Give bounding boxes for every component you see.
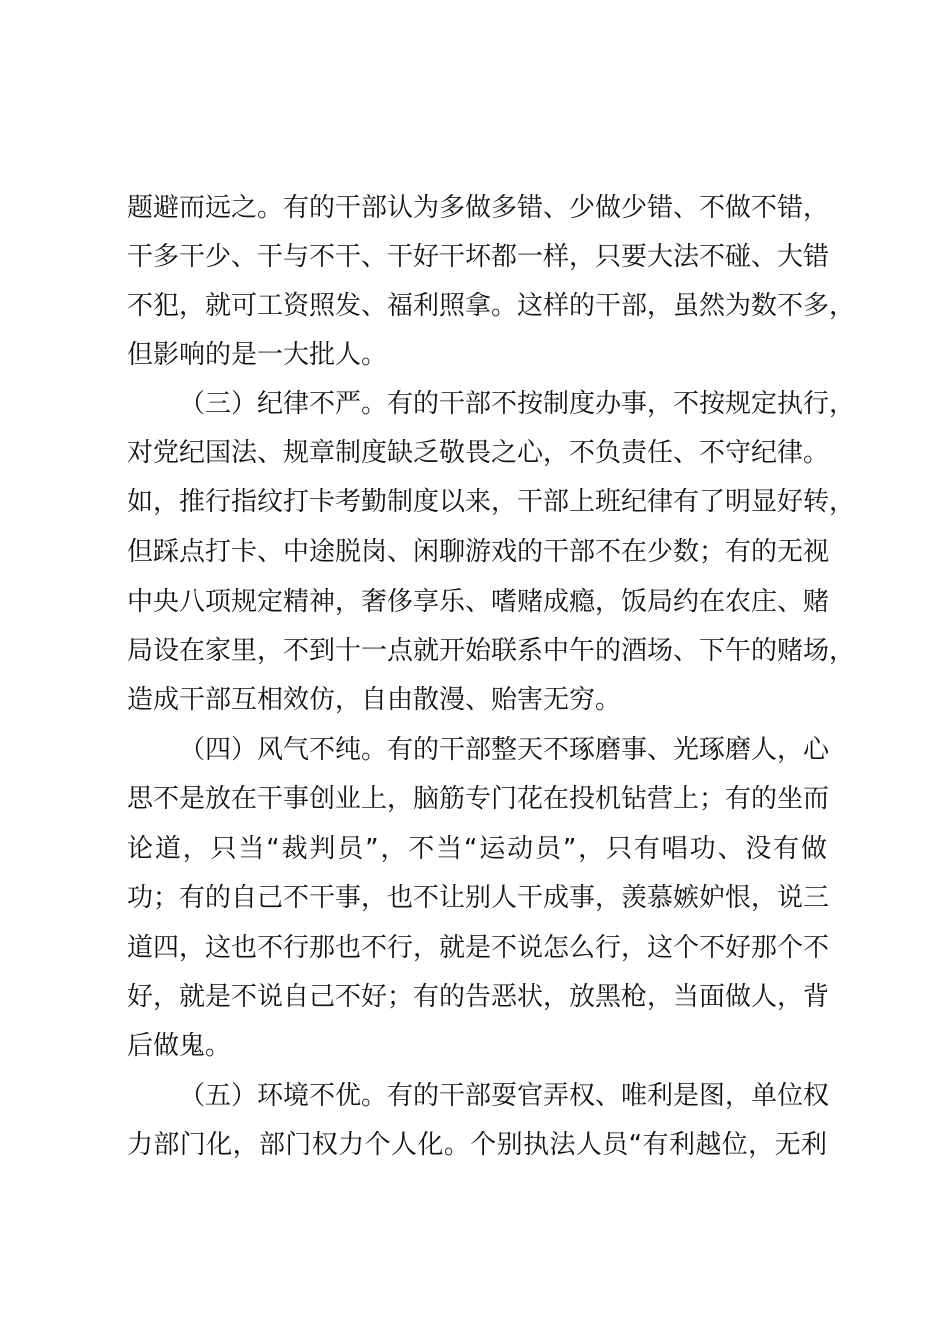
section-heading-line: （五）环境不优。有的干部耍官弄权、唯利是图，单位权	[179, 1081, 830, 1111]
text-line: 对党纪国法、规章制度缺乏敬畏之心，不负责任、不守纪律。	[127, 438, 830, 468]
text-line: 道四，这也不行那也不行，就是不说怎么行，这个不好那个不	[127, 933, 830, 963]
text-line: 论道，只当“裁判员”，不当“运动员”，只有唱功、没有做	[127, 834, 827, 864]
text-line: 好，就是不说自己不好；有的告恶状，放黑枪，当面做人，背	[127, 982, 830, 1012]
text-line: 但影响的是一大批人。	[127, 340, 388, 370]
text-line: 干多干少、干与不干、干好干坏都一样，只要大法不碰、大错	[127, 242, 830, 272]
text-line: 造成干部互相效仿，自由散漫、贻害无穷。	[127, 685, 622, 715]
text-line: 功；有的自己不干事，也不让别人干成事，羡慕嫉妒恨，说三	[127, 883, 830, 913]
text-line: 后做鬼。	[127, 1031, 232, 1061]
text-line: 不犯，就可工资照发、福利照拿。这样的干部，虽然为数不多，	[127, 291, 856, 321]
text-line: 局设在家里，不到十一点就开始联系中午的酒场、下午的赌场，	[127, 636, 856, 666]
text-line: 但踩点打卡、中途脱岗、闲聊游戏的干部不在少数；有的无视	[127, 537, 830, 567]
text-line: 如，推行指纹打卡考勤制度以来，干部上班纪律有了明显好转，	[127, 487, 856, 517]
text-line: 中央八项规定精神，奢侈享乐、嗜赌成瘾，饭局约在农庄、赌	[127, 587, 830, 617]
section-heading-line: （四）风气不纯。有的干部整天不琢磨事、光琢磨人，心	[179, 735, 830, 765]
section-heading-line: （三）纪律不严。有的干部不按制度办事，不按规定执行，	[179, 389, 856, 419]
text-line: 思不是放在干事创业上，脑筋专门花在投机钻营上；有的坐而	[127, 784, 830, 814]
text-line: 题避而远之。有的干部认为多做多错、少做少错、不做不错，	[127, 193, 830, 223]
text-line: 力部门化，部门权力个人化。个别执法人员“有利越位，无利	[127, 1130, 827, 1160]
